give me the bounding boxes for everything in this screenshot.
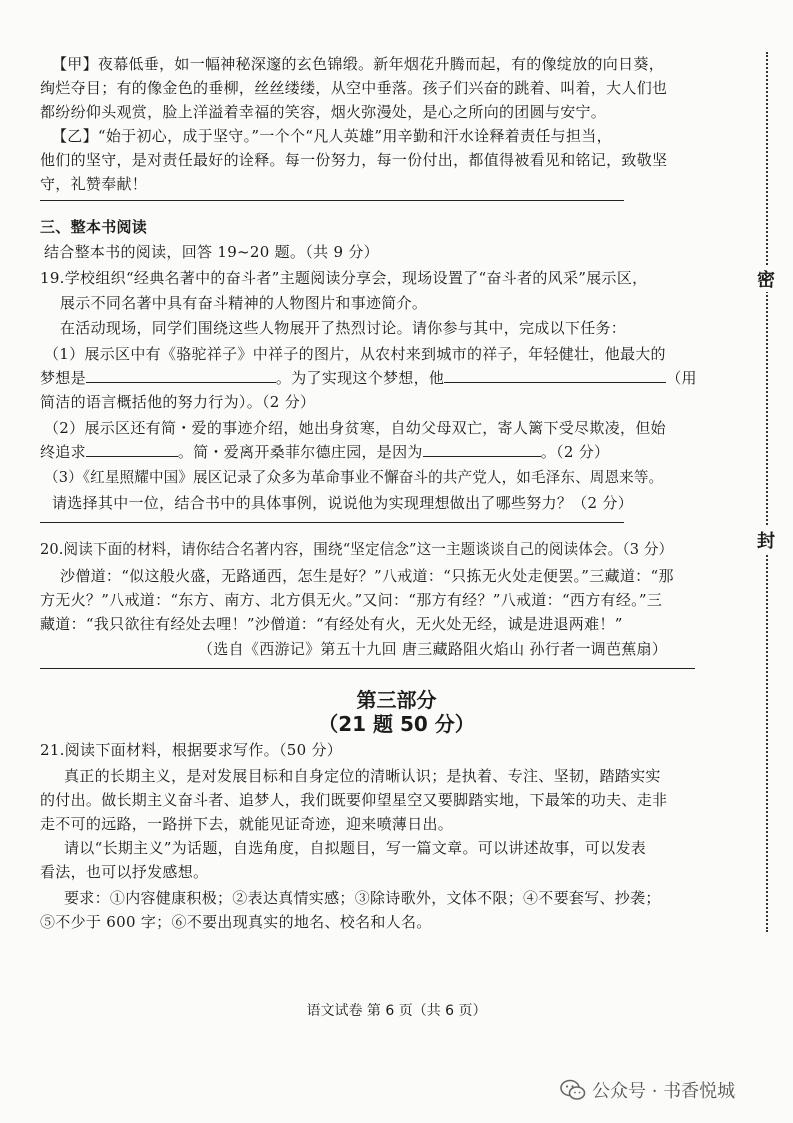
q19-3-line-1: （3）《红星照耀中国》展区记录了众多为革命事业不懈奋斗的共产党人，如毛泽东、周恩来等。 [44, 469, 664, 486]
q21-prompt-line-2: 看法，也可以抒发感想。 [40, 863, 209, 881]
q19-2-blank-pursuit[interactable] [86, 440, 178, 457]
material-jia-line-3: 都纷纷仰头观赏，脸上洋溢着幸福的笑容，烟火弥漫处，是心之所向的团圆与安宁。 [40, 103, 607, 121]
wechat-icon [560, 1079, 586, 1101]
q19-stem-line-1: 19.学校组织“经典名著中的奋斗者”主题阅读分享会，现场设置了“奋斗者的风采”展示区， [40, 269, 648, 287]
q19-2-text-c: 。（2 分） [540, 443, 610, 461]
section-3-title: 三、整本书阅读 [40, 218, 148, 236]
page-footer: 语文试卷 第 6 页（共 6 页） [306, 1003, 487, 1019]
material-yi-line-2: 他们的坚守，是对责任最好的诠释。每一份努力，每一份付出，都值得被看见和铭记，致敬坚 [40, 151, 668, 169]
answer-line[interactable] [40, 668, 695, 669]
q20-stem: 20.阅读下面的材料，请你结合名著内容，围绕“坚定信念”这一主题谈谈自己的阅读体会。（3 分） [40, 541, 674, 558]
q19-1-line-3: 简洁的语言概括他的努力行为）。（2 分） [40, 393, 316, 411]
q19-3-line-2: 请选择其中一位，结合书中的具体事例，说说他为实现理想做出了哪些努力？（2 分） [52, 494, 634, 512]
part-3-subtitle: （21 题 50 分） [318, 712, 475, 736]
seal-mark-mi: 密 [754, 266, 778, 292]
q21-material-line-1: 真正的长期主义，是对发展目标和自身定位的清晰认识；是执着、专注、坚韧，踏踏实实 [64, 767, 661, 785]
q21-head: 21.阅读下面材料，根据要求写作。（50 分） [40, 741, 343, 759]
q20-material-line-2: 方无火？”八戒道：“东方、南方、北方俱无火。”又问：“那方有经？”八戒道：“西方有经。”三 [40, 591, 663, 609]
q21-material-line-3: 走不可的远路，一路拼下去，就能见证奇迹，迎来喷薄日出。 [40, 815, 454, 833]
part-3-title: 第三部分 [356, 688, 437, 712]
q19-1-blank-dream[interactable] [86, 366, 276, 383]
watermark-text: 公众号 · 书香悦城 [592, 1081, 736, 1102]
material-yi-line-3: 守，礼赞奉献！ [40, 175, 148, 193]
answer-line[interactable] [40, 200, 624, 201]
q19-2-line-2 [40, 440, 609, 464]
seal-mark-feng: 封 [754, 527, 778, 553]
section-3-intro: 结合整本书的阅读，回答 19~20 题。（共 9 分） [44, 243, 379, 261]
q19-stem-line-3: 在活动现场，同学们围绕这些人物展开了热烈讨论。请你参与其中，完成以下任务： [60, 319, 627, 337]
q20-source: （选自《西游记》第五十九回 唐三藏路阻火焰山 孙行者一调芭蕉扇） [198, 640, 668, 658]
q19-1-line-1: （1）展示区中有《骆驼祥子》中祥子的图片，从农村来到城市的祥子，年轻健壮，他最大的 [44, 345, 666, 363]
material-yi-line-1: 【乙】“始于初心，成于坚守。”一个个“凡人英雄”用辛勤和汗水诠释着责任与担当， [52, 127, 612, 145]
q19-2-blank-reason[interactable] [423, 440, 541, 457]
q19-2-text-b: 。简・爱离开桑菲尔德庄园，是因为 [177, 443, 423, 461]
q21-prompt-line-1: 请以“长期主义”为话题，自选角度，自拟题目，写一篇文章。可以讲述故事，可以发表 [64, 839, 647, 857]
seal-dotted-line [766, 52, 768, 932]
q21-requirements-line-2: ⑤不少于 600 字；⑥不要出现真实的地名、校名和人名。 [40, 913, 432, 931]
q19-1-text-a: 梦想是 [40, 369, 86, 387]
q19-2-text-a: 终追求 [40, 443, 86, 461]
watermark [560, 1077, 735, 1103]
q19-stem-line-2: 展示不同名著中具有奋斗精神的人物图片和事迹简介。 [60, 294, 428, 312]
material-jia-line-1: 【甲】夜幕低垂，如一幅神秘深邃的玄色锦缎。新年烟花升腾而起，有的像绽放的向日葵， [52, 55, 665, 73]
q20-material-line-3: 藏道：“我只欲往有经处去哩！”沙僧道：“有经处有火，无火处无经，诚是进退两难！” [40, 615, 623, 633]
q19-1-line-2 [40, 366, 697, 390]
q19-1-blank-effort[interactable] [444, 366, 666, 383]
q21-material-line-2: 的付出。做长期主义奋斗者、追梦人，我们既要仰望星空又要脚踏实地，下最笨的功夫、走非 [40, 791, 668, 809]
q19-2-line-1: （2）展示区还有简・爱的事迹介绍，她出身贫寒，自幼父母双亡，寄人篱下受尽欺凌，但始 [44, 419, 666, 437]
q20-material-line-1: 沙僧道：“似这般火盛，无路通西，怎生是好？”八戒道：“只拣无火处走便罢。”三藏道：“那 [60, 567, 674, 585]
q19-1-text-b: 。为了实现这个梦想，他 [275, 369, 445, 387]
material-jia-line-2: 绚烂夺目；有的像金色的垂柳，丝丝缕缕，从空中垂落。孩子们兴奋的跳着、叫着，大人们也 [40, 79, 668, 97]
q21-requirements-line-1: 要求：①内容健康积极；②表达真情实感；③除诗歌外，文体不限；④不要套写、抄袭； [64, 889, 661, 907]
q19-1-text-c: （用 [666, 369, 697, 387]
answer-line[interactable] [40, 522, 624, 523]
